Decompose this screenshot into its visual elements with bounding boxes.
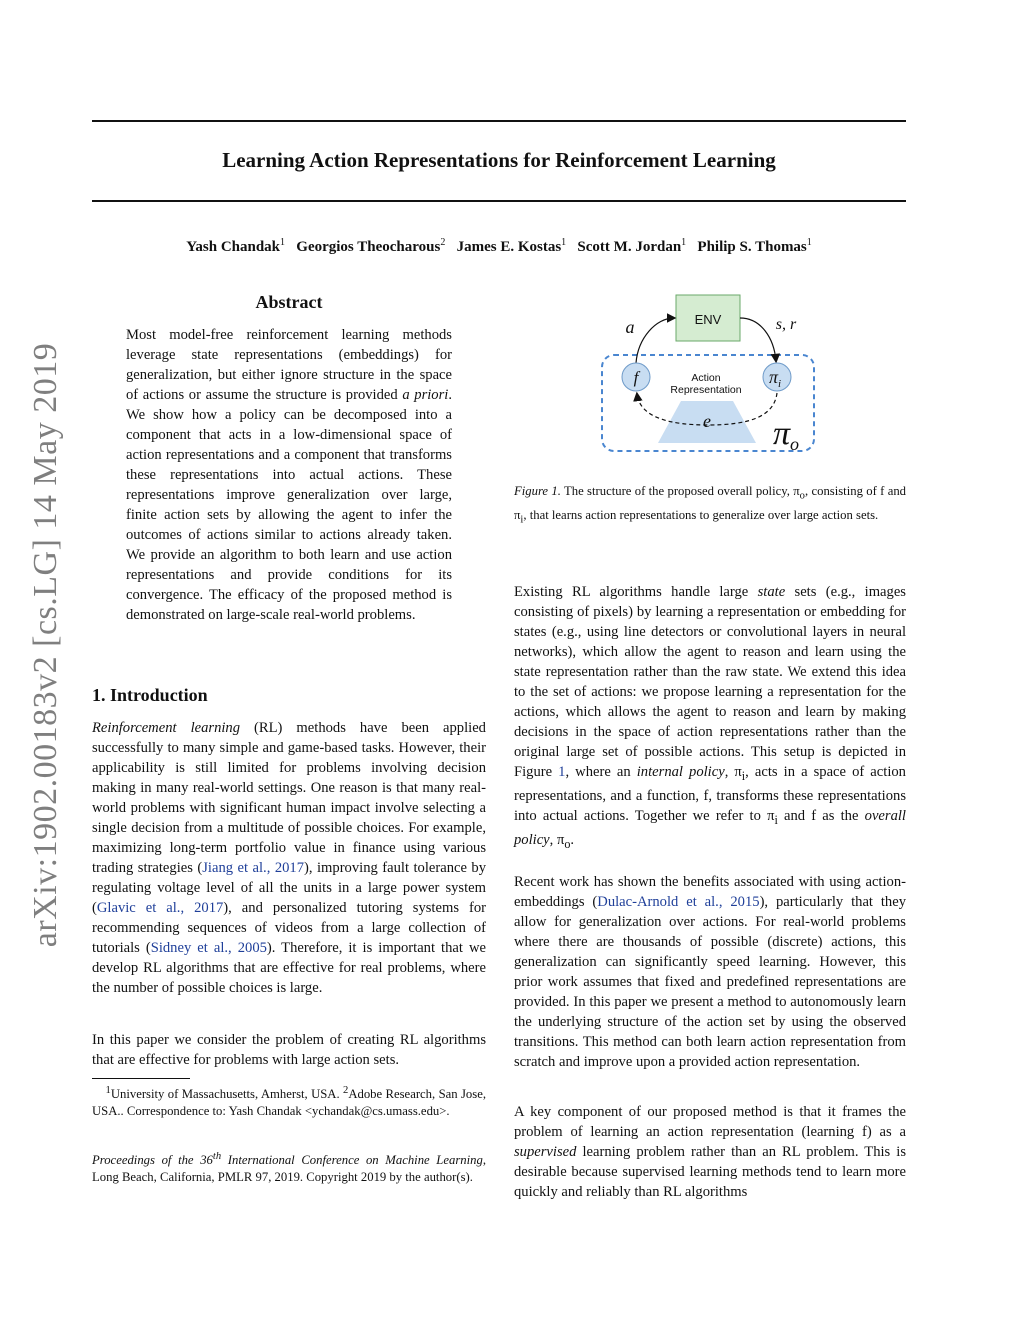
author-list: Yash Chandak$^1$ Georgios Theocharous$^2$ James E. Kostas$^1$ Scott M. Jordan$^1$ Philip S. Thomas$^1$ <box>186 237 812 255</box>
right-paragraph-2: Recent work has shown the benefits associated with using action-embeddings (Dulac-Arnold et al., 2015), particularly that they allow for generalization over actions. For real-world problems where there are thousands of possible (discrete) actions, this generalization can significantly speed learning. However, this prior work assumes that fixed and predefined representations are provided. In this paper we present a method to autonomously learn the underlying structure of the action set by using the observed transitions. This method can both learn action representation from scratch and improve upon a provided action representation. <box>514 874 907 1070</box>
citation-link[interactable]: Glavic et al., 2017 <box>96 900 224 916</box>
figure-ref-link[interactable]: 1 <box>558 764 566 780</box>
right-paragraph-1: Existing RL algorithms handle large state sets (e.g., images consisting of pixels) by learning a representation or embedding for states (e.g., using line detectors or convolutional layers in neural networks), which allow the agent to reason and learn using the state representation rather than the raw state. We extend this idea to the set of actions: we propose learning a representation for the actions, which allows the agent to reason and learn by making decisions in the space of action representations rather than the original large set of possible actions. This setup is depicted in Figure 1, where an internal policy, $\pi_i$, acts in a space of action representations, and a function, f, transforms these representations into actual actions. Together we refer to $\pi_i$ and f as the overall policy, $\pi_o$. <box>514 584 906 851</box>
pi-o-label: πo <box>772 415 800 453</box>
citation-link[interactable]: Sidney et al., 2005 <box>150 940 267 956</box>
footnote-affiliations: $^1$University of Massachusetts, Amherst, USA. $^2$Adobe Research, San Jose, USA.. Correspondence to: Yash Chandak <ychandak@cs.umass.edu>. <box>92 1085 487 1119</box>
arrow-f-to-env <box>636 318 674 363</box>
f-node-label: f <box>633 368 639 387</box>
state-reward-label: s, r <box>775 316 797 333</box>
footnote-rule <box>92 1078 190 1079</box>
e-label: e <box>703 411 711 431</box>
abstract-heading: Abstract <box>255 292 323 312</box>
top-rule <box>92 120 906 122</box>
citation-link[interactable]: Dulac-Arnold et al., 2015 <box>597 894 760 910</box>
author: Philip S. Thomas <box>697 239 807 255</box>
title-bottom-rule <box>92 200 906 202</box>
right-paragraph-3: A key component of our proposed method is that it frames the problem of learning an action representation (learning f) as a supervised learning problem rather than an RL problem. This is desirable because supervised learning methods tend to learn more quickly and reliably than RL algorithms <box>514 1104 906 1200</box>
author: Georgios Theocharous <box>296 239 441 255</box>
section-heading-introduction: 1. Introduction <box>92 685 208 705</box>
action-representation-label-2: Representation <box>670 384 742 396</box>
abstract-body: Most model-free reinforcement learning methods leverage state representations (embeddings) for generalization, but either ignore structure in the space of actions or assume the structure is provided a priori. We show how a policy can be decomposed into a component that acts in a low-dimensional space of action representations and a component that transforms these representations into actual actions. These representations improve generalization over large, finite action sets by allowing the agent to infer the outcomes of actions similar to actions already taken. We provide an algorithm to both learn and use action representations and provide conditions for its convergence. The efficacy of the proposed method is demonstrated on large-scale real-world problems. <box>126 327 452 623</box>
intro-paragraph-1: Reinforcement learning (RL) methods have been applied successfully to many simple and game-based tasks. However, their applicability is still limited for problems involving decision making in many real-world settings. One reason is that many real-world problems with significant human impact involve selecting a single decision from a multitude of possible choices. For example, maximizing long-term portfolio value in finance using various trading strategies (Jiang et al., 2017), improving fault tolerance by regulating voltage level of all the units in a large power system (Glavic et al., 2017), and personalized tutoring systems for recommending sequences of videos from a large collection of tutorials (Sidney et al., 2005). Therefore, it is important that we develop RL algorithms that are effective for real problems, where the number of possible choices is large. <box>92 720 487 996</box>
author: James E. Kostas <box>456 239 562 255</box>
env-label: ENV <box>694 312 722 327</box>
author: Yash Chandak <box>186 239 281 255</box>
intro-paragraph-2: In this paper we consider the problem of creating RL algorithms that are effective for problems with large action sets. <box>92 1032 486 1068</box>
paper-title: Learning Action Representations for Reinforcement Learning <box>222 148 776 172</box>
arxiv-side-stamp: arXiv:1902.00183v2 [cs.LG] 14 May 2019 <box>27 342 64 948</box>
pi-i-node-label: $\pi_i$ <box>768 367 782 390</box>
author: Scott M. Jordan <box>577 239 682 255</box>
action-representation-label-1: Action <box>691 372 721 384</box>
figure-1-caption: Figure 1. The structure of the proposed overall policy, $\pi_o$, consisting of f and $\pi_i$, that learns action representations to generalize over large action sets. <box>514 484 907 526</box>
footnote-proceedings: Proceedings of the 36th International Conference on Machine Learning, Long Beach, California, PMLR 97, 2019. Copyright 2019 by the author(s). <box>92 1151 486 1185</box>
citation-link[interactable]: Jiang et al., 2017 <box>202 860 305 876</box>
figure-1-diagram <box>596 293 821 453</box>
action-a-label: a <box>625 317 635 337</box>
